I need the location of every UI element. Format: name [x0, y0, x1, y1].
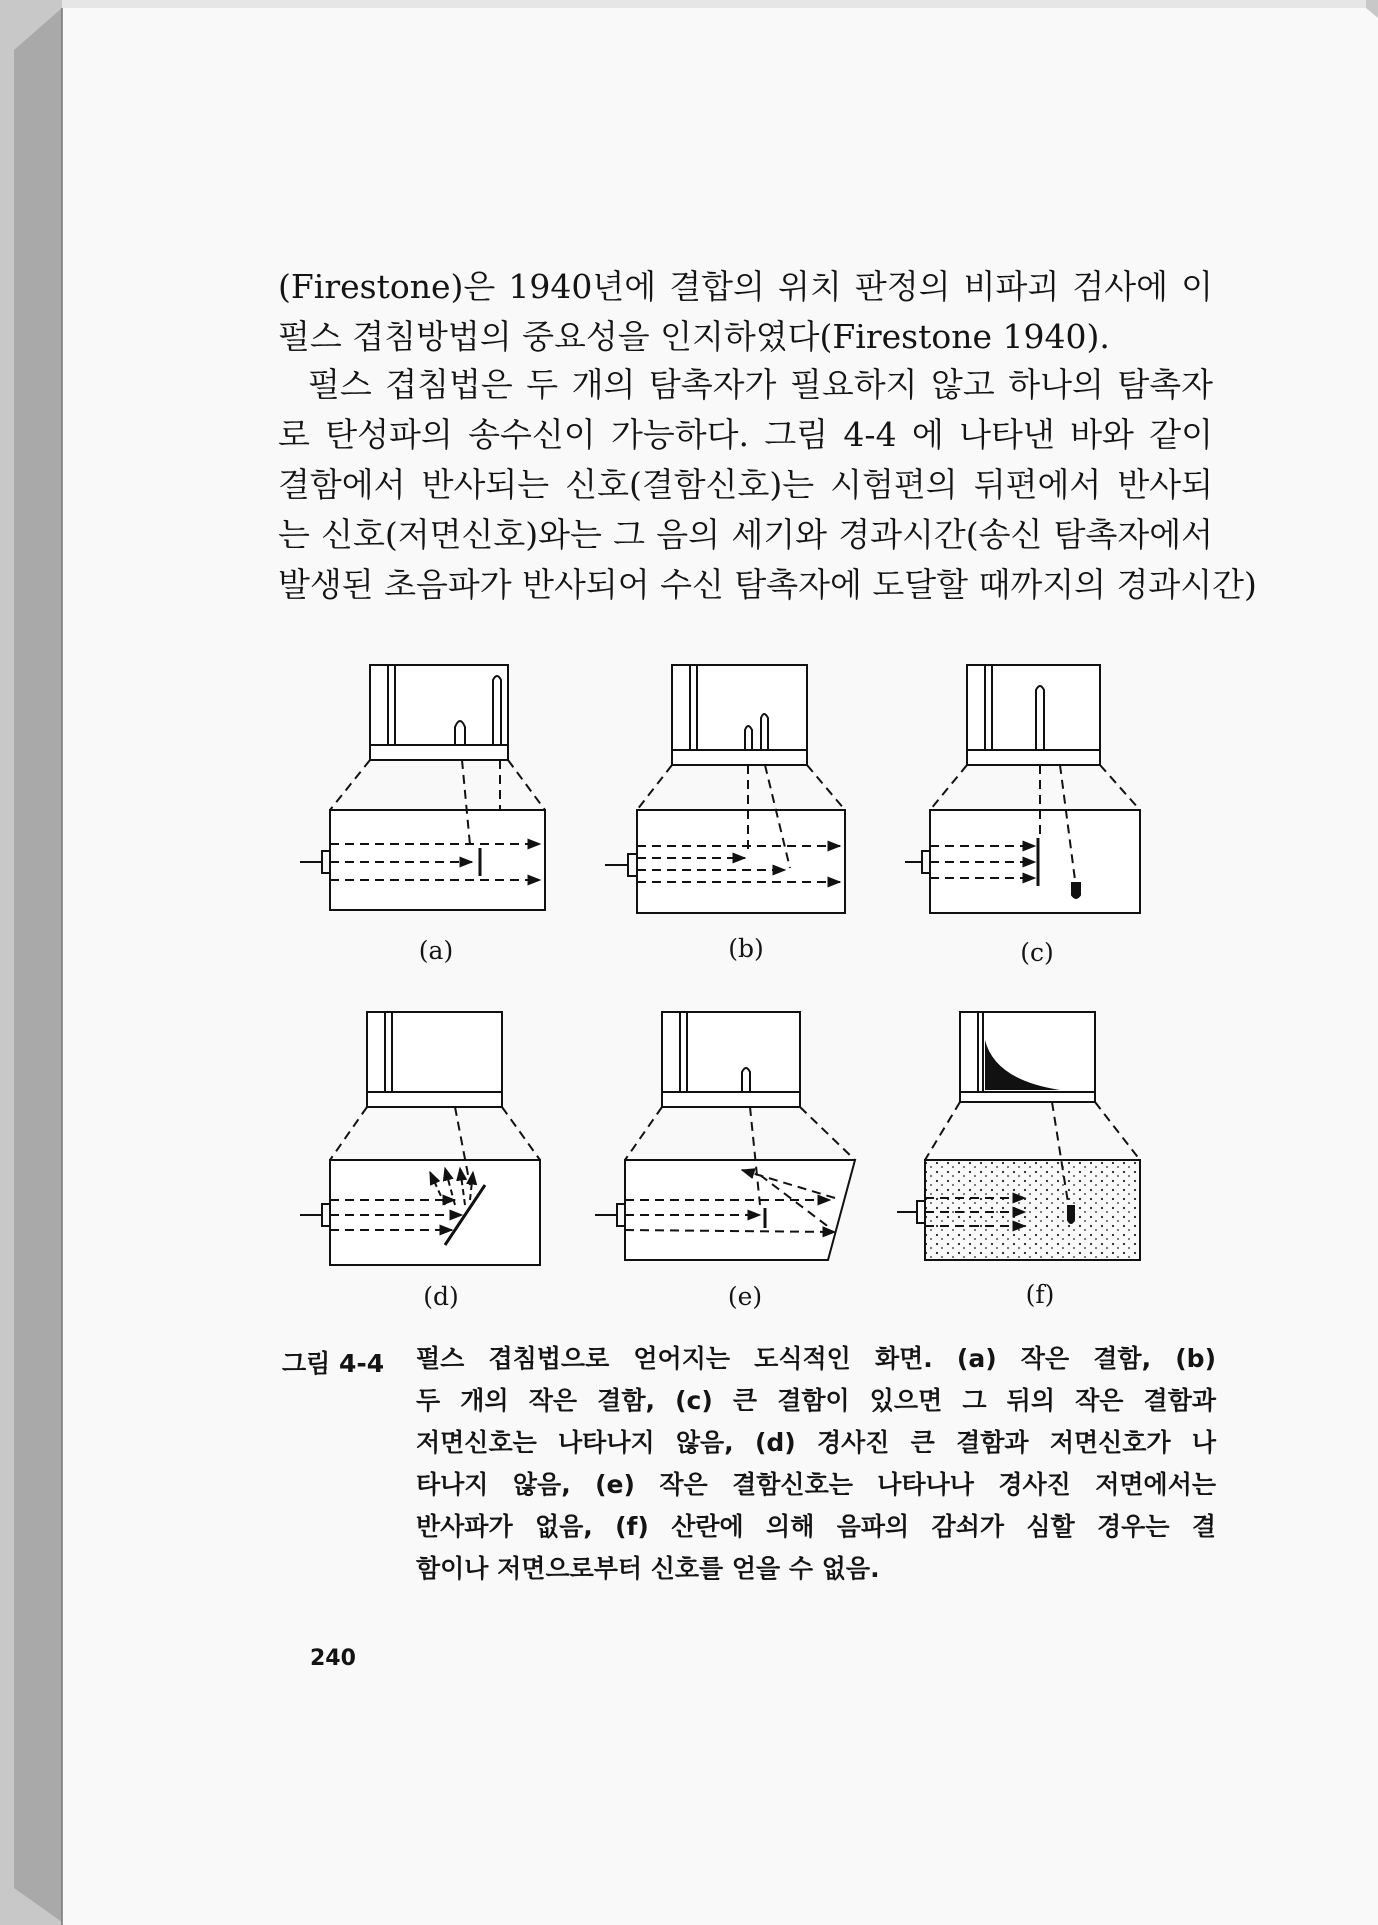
caption-line: 타나지 않음, (e) 작은 결함신호는 나타나나 경사진 저면에서는 [416, 1470, 1216, 1499]
panel-label-d: (d) [423, 1282, 459, 1311]
body-line: 는 신호(저면신호)와는 그 음의 세기와 경과시간(송신 탐촉자에서 [278, 515, 1213, 554]
caption-line: 함이나 저면으로부터 신호를 얻을 수 없음. [416, 1554, 880, 1583]
body-line: 펄스 겹침방법의 중요성을 인지하였다(Firestone 1940). [278, 317, 1110, 356]
panel-label-c: (c) [1020, 938, 1054, 967]
caption-line: 반사파가 없음, (f) 산란에 의해 음파의 감쇠가 심할 경우는 결 [416, 1512, 1216, 1541]
body-line: 로 탄성파의 송수신이 가능하다. 그림 4-4 에 나타낸 바와 같이 [278, 415, 1213, 454]
panel-b [605, 665, 845, 913]
paragraph-1 [278, 262, 1213, 362]
panel-f [897, 1012, 1140, 1260]
panel-label-f: (f) [1025, 1280, 1055, 1309]
body-line: 결함에서 반사되는 신호(결함신호)는 시험편의 뒤편에서 반사되 [278, 465, 1213, 504]
figure-caption-id: 그림 4-4 [282, 1349, 385, 1378]
figure-caption [416, 1338, 1216, 1590]
paragraph-2 [278, 360, 1257, 610]
body-line: (Firestone)은 1940년에 결합의 위치 판정의 비파괴 검사에 이 [278, 267, 1213, 306]
panel-label-b: (b) [728, 934, 764, 963]
page-number: 240 [310, 1646, 356, 1671]
panel-label-a: (a) [418, 936, 454, 965]
panel-label-e: (e) [727, 1282, 763, 1311]
panel-e [595, 1012, 855, 1260]
caption-line: 저면신호는 나타나지 않음, (d) 경사진 큰 결함과 저면신호가 나 [416, 1428, 1216, 1457]
caption-line: 두 개의 작은 결함, (c) 큰 결함이 있으면 그 뒤의 작은 결함과 [416, 1386, 1216, 1415]
panel-d [300, 1012, 540, 1265]
panel-a [300, 665, 545, 910]
body-line: 발생된 초음파가 반사되어 수신 탐촉자에 도달할 때까지의 경과시간) [278, 565, 1257, 604]
pulse-echo-diagram-figure [290, 650, 1190, 1350]
body-line: 펄스 겹침법은 두 개의 탐촉자가 필요하지 않고 하나의 탐촉자 [308, 365, 1213, 404]
panel-c [905, 665, 1140, 913]
caption-line: 펄스 겹침법으로 얻어지는 도식적인 화면. (a) 작은 결함, (b) [416, 1344, 1216, 1373]
